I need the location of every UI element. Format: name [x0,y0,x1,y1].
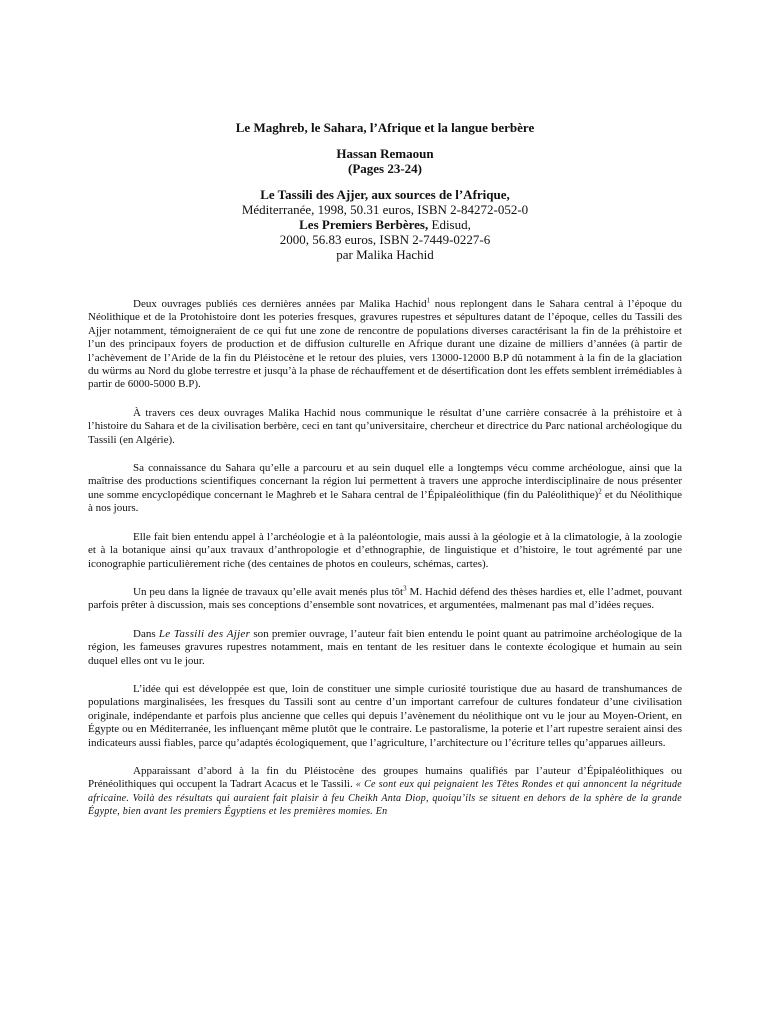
paragraph-5-text-a: Un peu dans la lignée de travaux qu’elle avait menés plus tôt [133,585,404,598]
paragraph-4: Elle fait bien entendu appel à l’archéologie et à la paléontologie, mais aussi à la géologie et à la climatologie, à la zoologie et à la botanique ainsi qu’aux travaux d’anthropologie et d’ethnographie, de linguistique et d’histoire, le tout agrémenté par une iconographie particulièrement riche (des centaines de photos en couleurs, schémas, cartes). [88,530,682,570]
paragraph-1 [88,298,682,392]
reviewer-line: par Malika Hachid [336,247,434,262]
author-name: Hassan Remaoun [336,146,434,161]
paragraph-8-text-a: Apparaissant d’abord à la fin du Pléistocène des groupes humains qualifiés par l’auteur d’Épipaléolithiques ou Prénéolithiques qui occupent la Tadrart Acacus et le Tassili. [88,764,682,791]
paragraph-6 [88,628,682,668]
document-body [88,298,682,819]
footnote-ref-2: 2 [598,487,602,496]
page-range: (Pages 23-24) [347,161,422,176]
paragraph-3 [88,462,682,516]
document-title: Le Maghreb, le Sahara, l’Afrique et la langue berbère [235,120,535,135]
paragraph-1-text-a: Deux ouvrages publiés ces dernières années par Malika Hachid [133,298,427,310]
paragraph-3-text-b: et du Néolithique à nos jours. [88,488,683,515]
document-page [88,120,682,834]
paragraph-8 [88,765,682,819]
quotation: « Ce sont eux qui peignaient les Têtes Rondes et qui annoncent la négritude africaine. Voilà des résultats qui auraient fait plaisir à feu Cheikh Anta Diop, quoiqu’ils se situent en dehors de la sphère de la grande Égypte, bien avant les premiers Égyptiens et les premières momies. En [88,779,682,818]
paragraph-3-text-a: Sa connaissance du Sahara qu’elle a parcouru et au sein duquel elle a longtemps vécu comme archéologue, ainsi que la maîtrise des productions scientifiques concernant la région lui permettent à travers une approche interdisciplinaire de nous présenter une somme encyclopédique concernant le Maghreb et le Sahara central de l’Épipaléolithique (fin du Paléolithique) [88,462,682,501]
book2-details: 2000, 56.83 euros, ISBN 2-7449-0227-6 [279,232,491,247]
footnote-ref-3: 3 [403,584,407,593]
paragraph-6-text-a: Dans [133,627,159,640]
paragraph-5 [88,586,682,613]
book2-line [88,217,682,232]
footnote-ref-1: 1 [426,296,431,305]
book1-details: Méditerranée, 1998, 50.31 euros, ISBN 2-84272-052-0 [241,202,529,217]
paragraph-2: À travers ces deux ouvrages Malika Hachid nous communique le résultat d’une carrière consacrée à la préhistoire et à l’histoire du Sahara et de la civilisation berbère, ceci en tant qu’universitaire, chercheur et directrice du Parc national archéologique du Tassili (en Algérie). [88,406,682,446]
paragraph-1-text-b: nous replongent dans le Sahara central à l’époque du Néolithique et de la Protohistoire dont les poteries fresques, gravures rupestres et sépultures datant de l’époque, celles du Tassili des Ajjer notamment, témoigneraient de ce qui fut une zone de rencontre de populations diverses caractérisant la fin de la préhistoire et l’un des principaux foyers de production et de diffusion culturelle en Afrique durant une dizaine de milliers d’années (à partir de l’achèvement de l’Aride de la fin du Pléistocène et le retour des pluies, vers 13000-12000 B.P dû notamment à la fin de la glaciation du würms au Nord du globe terrestre et jusqu’à la phase de réchauffement et de désertification dont les effets semblent irrémédiables à partir de 6000-5000 B.P). [88,298,683,391]
book2-publisher: Edisud, [428,217,471,232]
book-title-reference: Le Tassili des Ajjer [158,627,251,640]
book2-title: Les Premiers Berbères, [299,217,429,232]
book1-title: Le Tassili des Ajjer, aux sources de l’Afrique, [260,187,510,202]
document-header [88,120,682,262]
paragraph-5-text-b: M. Hachid défend des thèses hardies et, elle l’admet, pouvant parfois prêter à discussion, mais ses conceptions d’ensemble sont novatrices, et argumentées, malmenant pas mal d’idées reçues. [88,585,683,612]
paragraph-6-text-b: son premier ouvrage, l’auteur fait bien entendu le point quant au patrimoine archéologique de la région, les fameuses gravures rupestres notamment, mais en tentant de les resituer dans le contexte écologique et humain au sein duquel elles ont vu le jour. [88,627,683,667]
paragraph-7: L’idée qui est développée est que, loin de constituer une simple curiosité touristique due au hasard de transhumances de populations marginalisées, les fresques du Tassili sont au centre d’un important carrefour de cultures fondateur d’une civilisation originale, indépendante et parfois plus ancienne que celles qui depuis l’avènement du néolithique ont vu le jour au Moyen-Orient, en Égypte ou en Méditerranée, les influençant même plutôt que le contraire. Le pastoralisme, la poterie et l’art rupestre seraient ainsi des indicateurs aussi fiables, parce qu’adaptés écologiquement, que l’agriculture, l’architecture ou l’écriture telles qu’apparues ailleurs. [88,682,682,749]
